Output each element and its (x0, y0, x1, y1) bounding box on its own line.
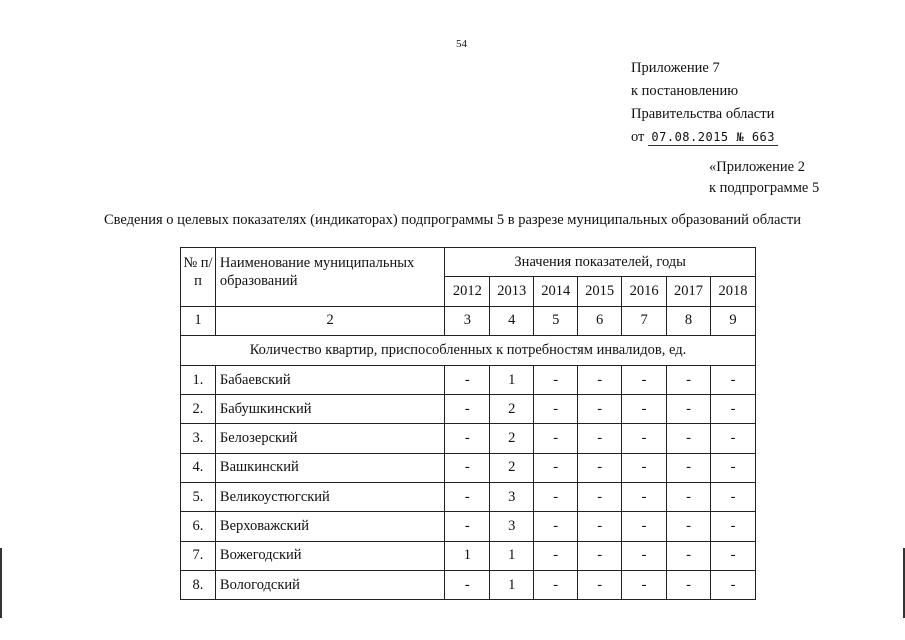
indicators-table (180, 247, 756, 600)
appendix-7-line1: Приложение 7 (631, 60, 720, 76)
column-number: 8 (667, 306, 711, 335)
appendix-2-line1: «Приложение 2 (709, 159, 805, 175)
value-cell: - (710, 541, 755, 570)
value-cell: 1 (490, 570, 534, 599)
row-number: 2. (181, 395, 216, 424)
column-number: 7 (622, 306, 667, 335)
year-header: 2013 (490, 277, 534, 306)
value-cell: - (667, 365, 711, 394)
value-cell: - (534, 453, 578, 482)
scan-edge-mark (0, 548, 2, 618)
value-cell: - (622, 424, 667, 453)
row-number: 3. (181, 424, 216, 453)
value-cell: - (667, 570, 711, 599)
table-row (181, 570, 756, 599)
year-header: 2012 (445, 277, 490, 306)
column-number: 1 (181, 306, 216, 335)
value-cell: - (622, 570, 667, 599)
column-number: 9 (710, 306, 755, 335)
value-cell: - (710, 424, 755, 453)
appendix-2-block (709, 157, 819, 199)
value-cell: - (710, 512, 755, 541)
value-cell: 1 (490, 365, 534, 394)
value-cell: - (667, 541, 711, 570)
column-number: 4 (490, 306, 534, 335)
value-cell: - (578, 365, 622, 394)
value-cell: - (445, 395, 490, 424)
appendix-7-block (631, 57, 778, 149)
page-number: 54 (456, 38, 467, 50)
value-cell: - (710, 483, 755, 512)
header-num: № п/п (181, 248, 216, 307)
value-cell: - (445, 424, 490, 453)
value-cell: - (445, 570, 490, 599)
value-cell: 2 (490, 424, 534, 453)
table-row (181, 365, 756, 394)
table-row (181, 453, 756, 482)
decree-from-label: от (631, 129, 645, 145)
section-row (181, 335, 756, 365)
municipality-name: Бабаевский (215, 365, 444, 394)
value-cell: - (710, 453, 755, 482)
value-cell: - (578, 570, 622, 599)
row-number: 5. (181, 483, 216, 512)
row-number: 6. (181, 512, 216, 541)
value-cell: - (622, 541, 667, 570)
year-header: 2015 (578, 277, 622, 306)
column-numbers-row (181, 306, 756, 335)
value-cell: - (578, 395, 622, 424)
value-cell: 2 (490, 453, 534, 482)
row-number: 8. (181, 570, 216, 599)
value-cell: - (622, 453, 667, 482)
table-row (181, 512, 756, 541)
value-cell: - (445, 453, 490, 482)
appendix-7-line3: Правительства области (631, 106, 775, 122)
value-cell: - (445, 483, 490, 512)
value-cell: 3 (490, 483, 534, 512)
municipality-name: Верховажский (215, 512, 444, 541)
decree-number: 07.08.2015 № 663 (648, 130, 778, 146)
row-number: 1. (181, 365, 216, 394)
municipality-name: Бабушкинский (215, 395, 444, 424)
value-cell: 3 (490, 512, 534, 541)
appendix-2-line2: к подпрограмме 5 (709, 180, 820, 196)
row-number: 4. (181, 453, 216, 482)
value-cell: - (534, 570, 578, 599)
value-cell: - (622, 512, 667, 541)
municipality-name: Великоустюгский (215, 483, 444, 512)
column-number: 6 (578, 306, 622, 335)
section-title: Количество квартир, приспособленных к потребностям инвалидов, ед. (181, 335, 756, 365)
column-number: 5 (534, 306, 578, 335)
value-cell: - (534, 541, 578, 570)
document-title: Сведения о целевых показателях (индикаторах) подпрограммы 5 в разрезе муниципальных образований области (104, 212, 801, 228)
decree-line (631, 126, 778, 149)
column-number: 2 (215, 306, 444, 335)
value-cell: 1 (490, 541, 534, 570)
value-cell: - (534, 512, 578, 541)
header-name: Наименование муниципальных образований (215, 248, 444, 307)
value-cell: - (710, 395, 755, 424)
table-row (181, 395, 756, 424)
value-cell: - (445, 512, 490, 541)
value-cell: - (534, 483, 578, 512)
value-cell: - (578, 541, 622, 570)
appendix-7-line2: к постановлению (631, 83, 739, 99)
value-cell: - (667, 453, 711, 482)
value-cell: - (578, 424, 622, 453)
header-row-1 (181, 248, 756, 277)
value-cell: - (667, 512, 711, 541)
value-cell: - (622, 365, 667, 394)
table-row (181, 483, 756, 512)
value-cell: - (534, 395, 578, 424)
value-cell: 1 (445, 541, 490, 570)
year-header: 2014 (534, 277, 578, 306)
municipality-name: Вашкинский (215, 453, 444, 482)
value-cell: - (622, 483, 667, 512)
year-header: 2018 (710, 277, 755, 306)
table-row (181, 424, 756, 453)
header-values: Значения показателей, годы (445, 248, 756, 277)
municipality-name: Вожегодский (215, 541, 444, 570)
value-cell: - (667, 424, 711, 453)
table-row (181, 541, 756, 570)
value-cell: - (622, 395, 667, 424)
value-cell: - (445, 365, 490, 394)
value-cell: - (710, 570, 755, 599)
value-cell: - (578, 483, 622, 512)
year-header: 2016 (622, 277, 667, 306)
value-cell: - (578, 512, 622, 541)
year-header: 2017 (667, 277, 711, 306)
row-number: 7. (181, 541, 216, 570)
value-cell: - (578, 453, 622, 482)
value-cell: - (534, 424, 578, 453)
value-cell: 2 (490, 395, 534, 424)
municipality-name: Вологодский (215, 570, 444, 599)
value-cell: - (667, 483, 711, 512)
column-number: 3 (445, 306, 490, 335)
value-cell: - (667, 395, 711, 424)
value-cell: - (534, 365, 578, 394)
value-cell: - (710, 365, 755, 394)
municipality-name: Белозерский (215, 424, 444, 453)
